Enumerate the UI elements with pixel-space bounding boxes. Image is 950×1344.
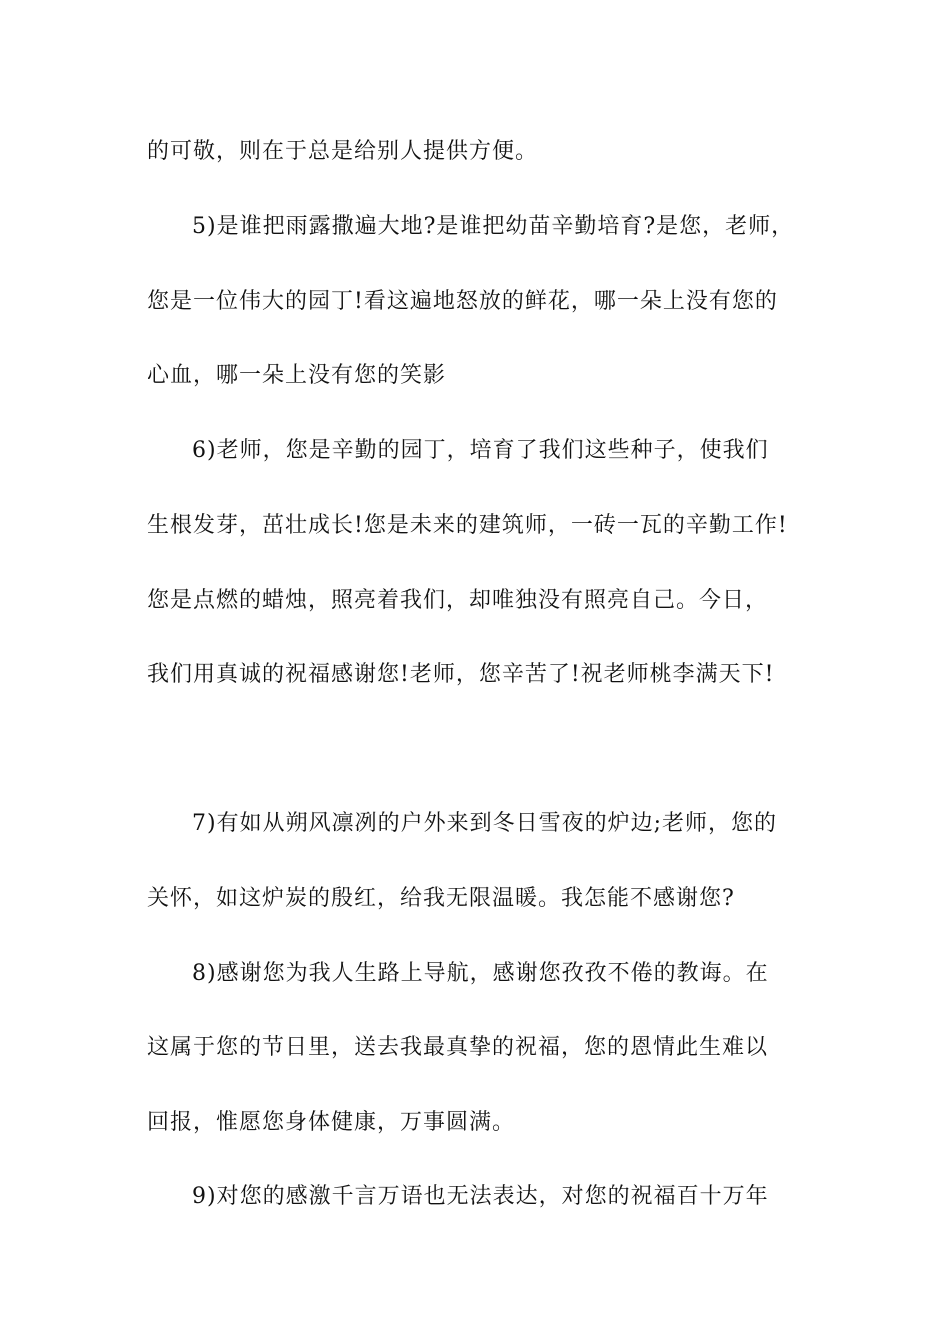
text-line: 6)老师，您是辛勤的园丁，培育了我们这些种子，使我们: [192, 438, 769, 463]
text-line: 生根发芽，茁壮成长!您是未来的建筑师，一砖一瓦的辛勤工作!: [147, 513, 788, 538]
text-line: 回报，惟愿您身体健康，万事圆满。: [147, 1110, 516, 1135]
text-line: 7)有如从朔风凛冽的户外来到冬日雪夜的炉边;老师，您的: [192, 811, 777, 836]
text-line: 您是一位伟大的园丁!看这遍地怒放的鲜花，哪一朵上没有您的: [147, 289, 778, 314]
text-line: 心血，哪一朵上没有您的笑影: [147, 363, 447, 388]
text-line: 这属于您的节日里，送去我最真挚的祝福，您的恩情此生难以: [147, 1035, 769, 1060]
text-line: 关怀，如这炉炭的殷红，给我无限温暖。我怎能不感谢您?: [147, 886, 735, 911]
text-line: 9)对您的感激千言万语也无法表达，对您的祝福百十万年: [192, 1184, 769, 1209]
text-line: 我们用真诚的祝福感谢您!老师，您辛苦了!祝老师桃李满天下!: [147, 662, 775, 687]
text-line: 的可敬，则在于总是给别人提供方便。: [147, 139, 539, 164]
text-line: 8)感谢您为我人生路上导航，感谢您孜孜不倦的教诲。在: [192, 961, 769, 986]
text-line: 5)是谁把雨露撒遍大地?是谁把幼苗辛勤培育?是您，老师，: [192, 214, 795, 239]
text-line: 您是点燃的蜡烛，照亮着我们，却唯独没有照亮自己。今日，: [147, 588, 769, 613]
